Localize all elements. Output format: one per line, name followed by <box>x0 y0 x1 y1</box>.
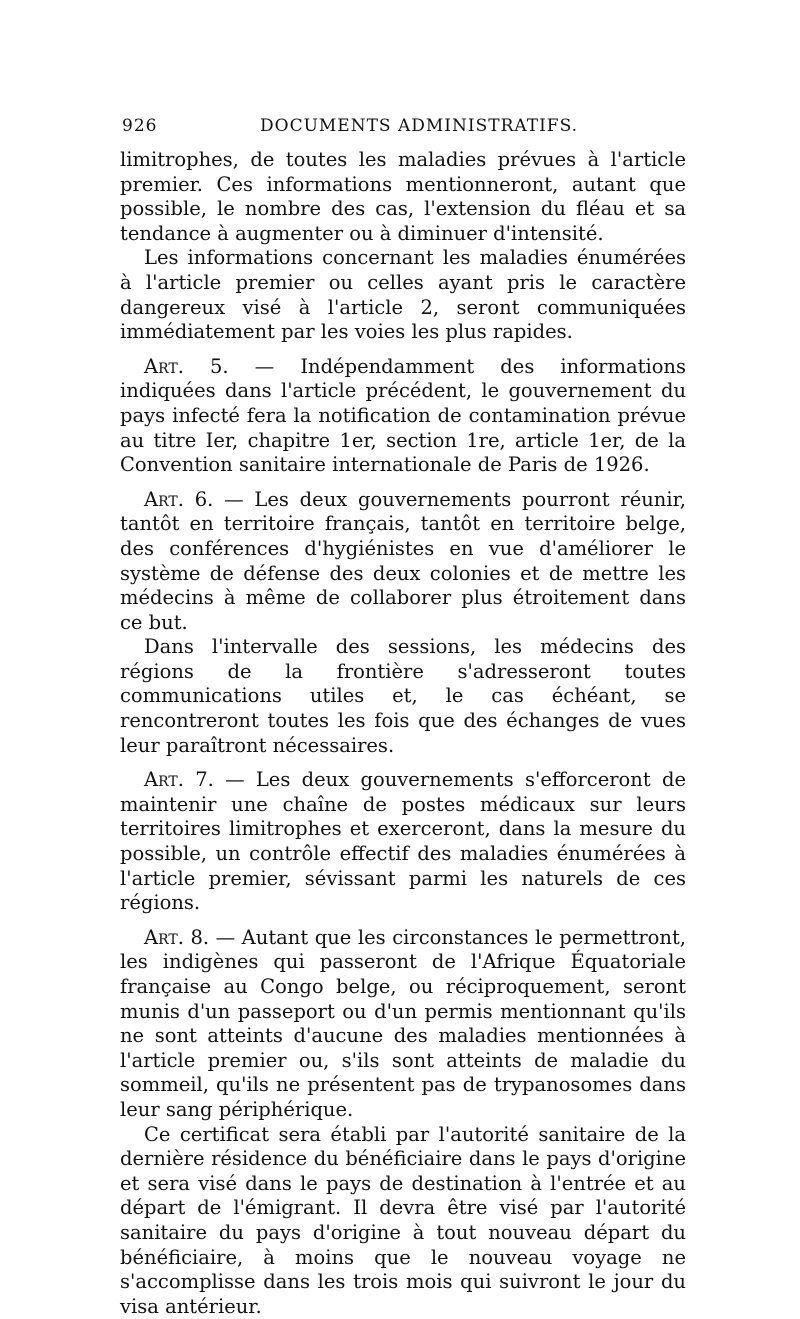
article-label: Art. 7. <box>144 768 214 792</box>
article-label: Art. 6. <box>144 487 214 511</box>
paragraph <box>120 1123 686 1319</box>
paragraph-continuation <box>120 148 686 246</box>
article-8 <box>120 926 686 1123</box>
article-7 <box>120 768 686 916</box>
page-number: 926 <box>122 116 158 136</box>
article-label: Art. 8. <box>144 925 210 949</box>
article-text: — Les deux gouvernements s'efforceront de maintenir une chaîne de postes médicaux sur leurs territoires limitrophes et exerceront, dans la mesure du possible, un contrôle effectif des maladies énumérées à l'article premier, sévissant parmi les naturels de ces régions. <box>120 768 686 915</box>
paragraph-text: limitrophes, de toutes les maladies prévues à l'article premier. Ces informations mentionneront, autant que possible, le nombre des cas, l'extension du fléau et sa tendance à augmenter ou à diminuer d'intensité. <box>120 148 686 245</box>
paragraph-text: Ce certificat sera établi par l'autorité sanitaire de la dernière résidence du bénéficiaire dans le pays d'origine et sera visé dans le pays de destination à l'entrée et au départ de l'émigrant. Il devra être visé par l'autorité sanitaire du pays d'origine à tout nouveau départ du bénéficiaire, à moins que le nouveau voyage ne s'accomplisse dans les trois mois qui suivront le jour du visa antérieur. <box>120 1122 686 1318</box>
paragraph-text: Les informations concernant les maladies énumérées à l'article premier ou celles ayant pris le caractère dangereux visé à l'article 2, seront communiquées immédiatement par les voies les plus rapides. <box>120 246 686 344</box>
article-label: Art. 5. <box>144 354 229 378</box>
paragraph-text: Dans l'intervalle des sessions, les médecins des régions de la frontière s'adresseront toutes communications utiles et, le cas échéant, se rencontreront toutes les fois que des échanges de vues leur paraîtront nécessaires. <box>120 635 686 757</box>
page-header <box>122 116 682 138</box>
article-6 <box>120 488 686 636</box>
article-text: — Les deux gouvernements pourront réunir, tantôt en territoire français, tantôt en territoire belge, des conférences d'hygiénistes en vue d'améliorer le système de défense des deux colonies et de mettre les médecins à même de collaborer plus étroitement dans ce but. <box>120 487 686 634</box>
body-text <box>120 148 686 1319</box>
article-text: — Indépendamment des informations indiquées dans l'article précédent, le gouvernement du pays infecté fera la notification de contamination prévue au titre Ier, chapitre 1er, section 1re, article 1er, de la Convention sanitaire internationale de Paris de 1926. <box>120 354 686 477</box>
running-title: DOCUMENTS ADMINISTRATIFS. <box>260 116 579 136</box>
paragraph <box>120 246 686 344</box>
article-5 <box>120 355 686 478</box>
article-text: — Autant que les circonstances le permettront, les indigènes qui passeront de l'Afrique Équatoriale française au Congo belge, ou réciproquement, seront munis d'un passeport ou d'un permis mentionnant qu'ils ne sont atteints d'aucune des maladies mentionnées à l'article premier ou, s'ils sont atteints de maladie du sommeil, qu'ils ne présentent pas de trypanosomes dans leur sang périphérique. <box>120 925 686 1121</box>
paragraph <box>120 635 686 758</box>
